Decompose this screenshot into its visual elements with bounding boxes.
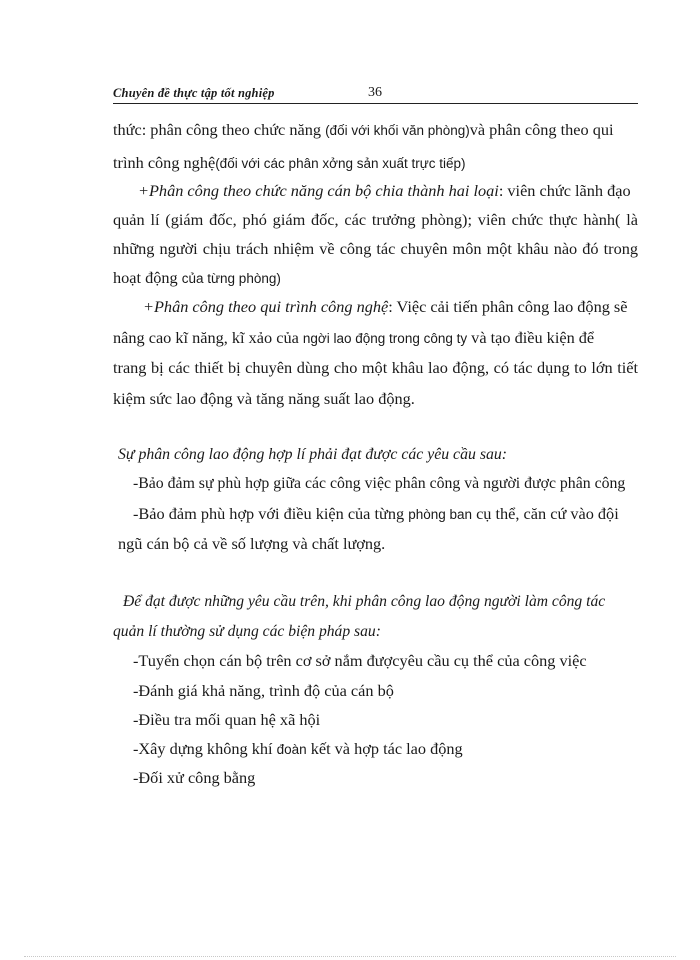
page-header [113,85,638,104]
p1-text-b: (đối với khối văn phòng) [325,123,470,138]
p5-text-b: đoàn [276,742,307,757]
p5-intro-2: quản lí thường sử dụng các biện pháp sau: [113,623,381,640]
p3-line-2 [113,328,594,349]
p3-text-d: và tạo điều kiện để [467,328,595,347]
p5-item-2: -Đánh giá khả năng, trình độ của cán bộ [133,681,394,700]
p4-text-c: cụ thể, căn cứ vào đội [472,504,619,523]
p5-text-c: kết và hợp tác lao động [306,739,463,758]
p4-item-2 [133,504,619,525]
p5-intro-1: Để đạt được những yêu cầu trên, khi phân công lao động người làm công tác [123,593,606,610]
p5-item-1: -Tuyển chọn cán bộ trên cơ sở nắm đượcyêu cầu cụ thể của công việc [133,651,587,670]
p4-text-b: phòng ban [408,507,473,522]
p3-line-3: trang bị các thiết bị chuyên dùng cho một khâu lao động, có tác dụng to lớn tiết [113,358,638,377]
p5-item-4 [133,739,463,760]
p2-italic-lead: +Phân công theo chức năng cán bộ chia thành hai loại [138,181,499,200]
p3-line-1 [143,297,627,317]
p3-italic-lead: +Phân công theo qui trình công nghệ [143,297,389,316]
p1-text-e: (đối với các phân xởng sản xuất trực tiếp) [215,156,466,171]
p1-text-d: trình công nghệ [113,153,216,172]
p1-text-c: và phân công theo qui [469,120,614,139]
p2-line-4 [113,268,281,289]
p2-line-3: những người chịu trách nhiệm về công tác chuyên môn một khâu nào đó trong [113,239,638,258]
p3-text-c: ngời lao động trong công ty [302,331,468,346]
p2-line-1 [138,181,631,201]
p4-item-1: -Bảo đảm sự phù hợp giữa các công việc phân công và người được phân công [133,475,626,492]
p4-intro: Sự phân công lao động hợp lí phải đạt được các yêu cầu sau: [118,446,508,463]
p3-text-b: nâng cao kĩ năng, kĩ xảo của [113,328,303,347]
header-title: Chuyên đề thực tập tốt nghiệp [113,86,275,100]
p5-item-5: -Đối xử công bằng [133,768,256,787]
p5-item-3: -Điều tra mối quan hệ xã hội [133,710,321,729]
page-bottom-rule [24,956,676,957]
p2-text-c: của từng phòng) [181,271,281,286]
p4-line-3: ngũ cán bộ cả về số lượng và chất lượng. [118,534,386,553]
p2-line-2: quản lí (giám đốc, phó giám đốc, các trưởng phòng); viên chức thực hành( là [113,210,638,229]
p2-text-a: : viên chức lãnh đạo [498,181,631,200]
page-number: 36 [368,85,382,100]
p1-line-2 [113,153,466,174]
p1-line-1 [113,120,614,141]
p1-text-a: thức: phân công theo chức năng [113,120,326,139]
p5-text-a: -Xây dựng không khí [133,739,277,758]
p3-text-a: : Việc cải tiến phân công lao động sẽ [388,297,628,316]
p4-text-a: -Bảo đảm phù hợp với điều kiện của từng [133,504,409,523]
p2-text-b: hoạt động [113,268,182,287]
p3-line-4: kiệm sức lao động và tăng năng suất lao động. [113,389,415,408]
